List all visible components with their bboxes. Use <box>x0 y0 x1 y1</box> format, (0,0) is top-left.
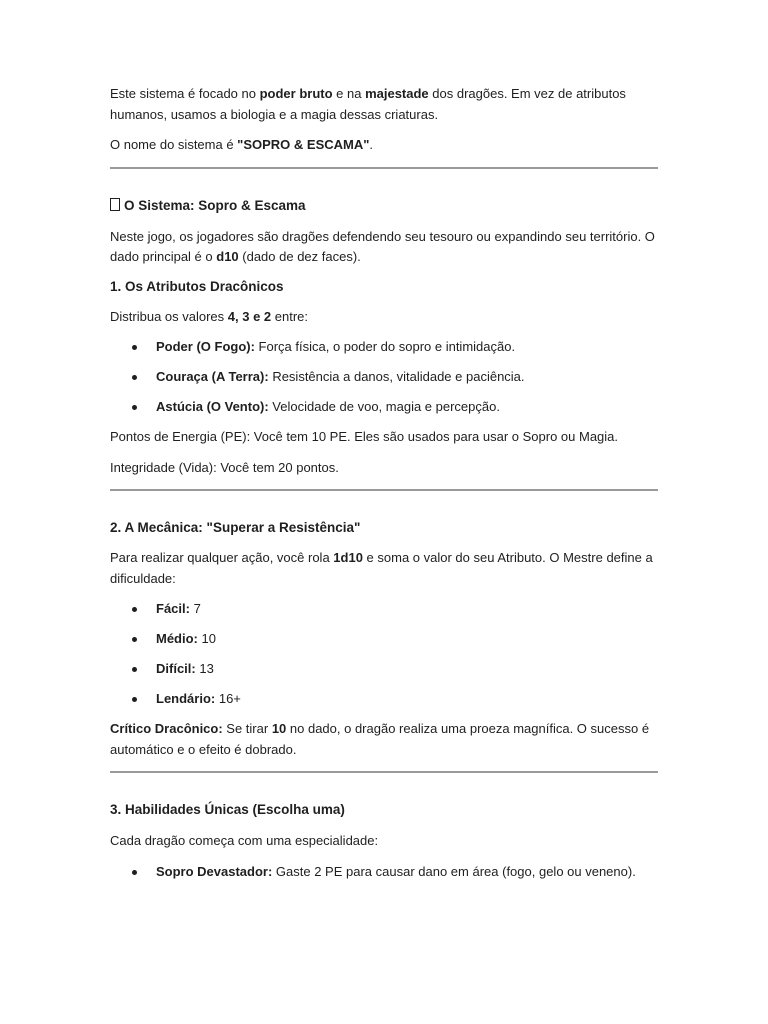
integrity-paragraph: Integridade (Vida): Você tem 20 pontos. <box>110 459 339 475</box>
difficulty-list <box>110 599 658 709</box>
list-item <box>110 659 658 679</box>
list-item <box>110 862 658 882</box>
bold-text: 10 <box>271 721 287 736</box>
text-span: no dado, o dragão realiza uma proeza magnífica. O sucesso é automático e o efeito é dobrado. <box>110 721 650 757</box>
text-span: e na <box>332 86 366 101</box>
system-name-paragraph <box>110 135 658 156</box>
mechanics-paragraph <box>110 548 658 589</box>
item-text: Força física, o poder do sopro e intimidação. <box>254 339 516 354</box>
bullet-icon <box>132 870 137 875</box>
intro-paragraph <box>110 84 658 125</box>
text-span: (dado de dez faces). <box>238 249 361 264</box>
section-heading-system <box>110 196 658 216</box>
text-span: Neste jogo, os jogadores são dragões defendendo seu tesouro ou expandindo seu território. O dado principal é o <box>110 228 655 264</box>
abilities-list <box>110 862 658 882</box>
bold-text: d10 <box>216 249 239 264</box>
list-item <box>110 337 658 357</box>
bold-text: 1d10 <box>333 550 363 565</box>
bold-text: majestade <box>365 86 429 101</box>
item-text: 16+ <box>215 691 241 706</box>
text-span: Para realizar qualquer ação, você rola <box>110 550 334 565</box>
heading-text: O Sistema: Sopro & Escama <box>124 197 306 213</box>
text-span: entre: <box>271 308 309 324</box>
text-span: dos dragões. Em vez de atributos humanos, usamos a biologia e a magia dessas criaturas. <box>110 86 626 122</box>
system-paragraph <box>110 227 658 268</box>
item-label: Sopro Devastador: <box>156 863 273 879</box>
list-item <box>110 599 658 619</box>
bullet-icon <box>132 375 137 380</box>
list-item <box>110 397 658 417</box>
missing-glyph-icon <box>110 198 120 211</box>
item-text: Velocidade de voo, magia e percepção. <box>268 399 500 414</box>
item-label: Astúcia (O Vento): <box>156 399 269 414</box>
divider <box>110 167 658 169</box>
item-text: Resistência a danos, vitalidade e paciência. <box>268 369 525 384</box>
bold-text: Crítico Dracônico: <box>110 721 223 736</box>
critical-paragraph <box>110 719 658 760</box>
bullet-icon <box>132 697 137 702</box>
text-span: e soma o valor do seu Atributo. O Mestre define a dificuldade: <box>110 550 653 586</box>
abilities-paragraph: Cada dragão começa com uma especialidade: <box>110 833 379 848</box>
document-content <box>110 84 658 882</box>
item-label: Médio: <box>156 631 198 646</box>
bold-text: poder bruto <box>259 86 333 101</box>
list-item <box>110 689 658 709</box>
bullet-icon <box>132 345 137 350</box>
section-heading-mechanics: 2. A Mecânica: "Superar a Resistência" <box>110 520 361 535</box>
list-item <box>110 367 658 387</box>
item-text: 13 <box>195 661 214 676</box>
item-label: Lendário: <box>156 691 216 706</box>
list-item <box>110 629 658 649</box>
attribute-list <box>110 337 658 417</box>
item-text: 10 <box>197 631 216 646</box>
text-span: O nome do sistema é <box>110 137 238 152</box>
bold-text: 4, 3 e 2 <box>227 308 272 324</box>
bullet-icon <box>132 667 137 672</box>
item-label: Difícil: <box>156 661 196 676</box>
bullet-icon <box>132 405 137 410</box>
system-name: "SOPRO & ESCAMA" <box>237 137 370 152</box>
text-span: Se tirar <box>222 721 272 736</box>
text-span: . <box>369 137 374 152</box>
text-span: Este sistema é focado no <box>110 86 260 101</box>
text-span: Distribua os valores <box>110 308 228 324</box>
bullet-icon <box>132 607 137 612</box>
distribute-paragraph <box>110 307 658 328</box>
divider <box>110 489 658 491</box>
item-label: Fácil: <box>156 601 190 616</box>
energy-paragraph: Pontos de Energia (PE): Você tem 10 PE. Eles são usados para usar o Sopro ou Magia. <box>110 429 619 444</box>
item-label: Couraça (A Terra): <box>156 369 269 384</box>
bullet-icon <box>132 637 137 642</box>
section-heading-attributes: 1. Os Atributos Dracônicos <box>110 278 284 294</box>
section-heading-abilities: 3. Habilidades Únicas (Escolha uma) <box>110 802 345 817</box>
item-text: Gaste 2 PE para causar dano em área (fogo, gelo ou veneno). <box>272 863 636 879</box>
item-label: Poder (O Fogo): <box>156 339 255 354</box>
item-text: 7 <box>189 601 201 616</box>
divider <box>110 771 658 773</box>
